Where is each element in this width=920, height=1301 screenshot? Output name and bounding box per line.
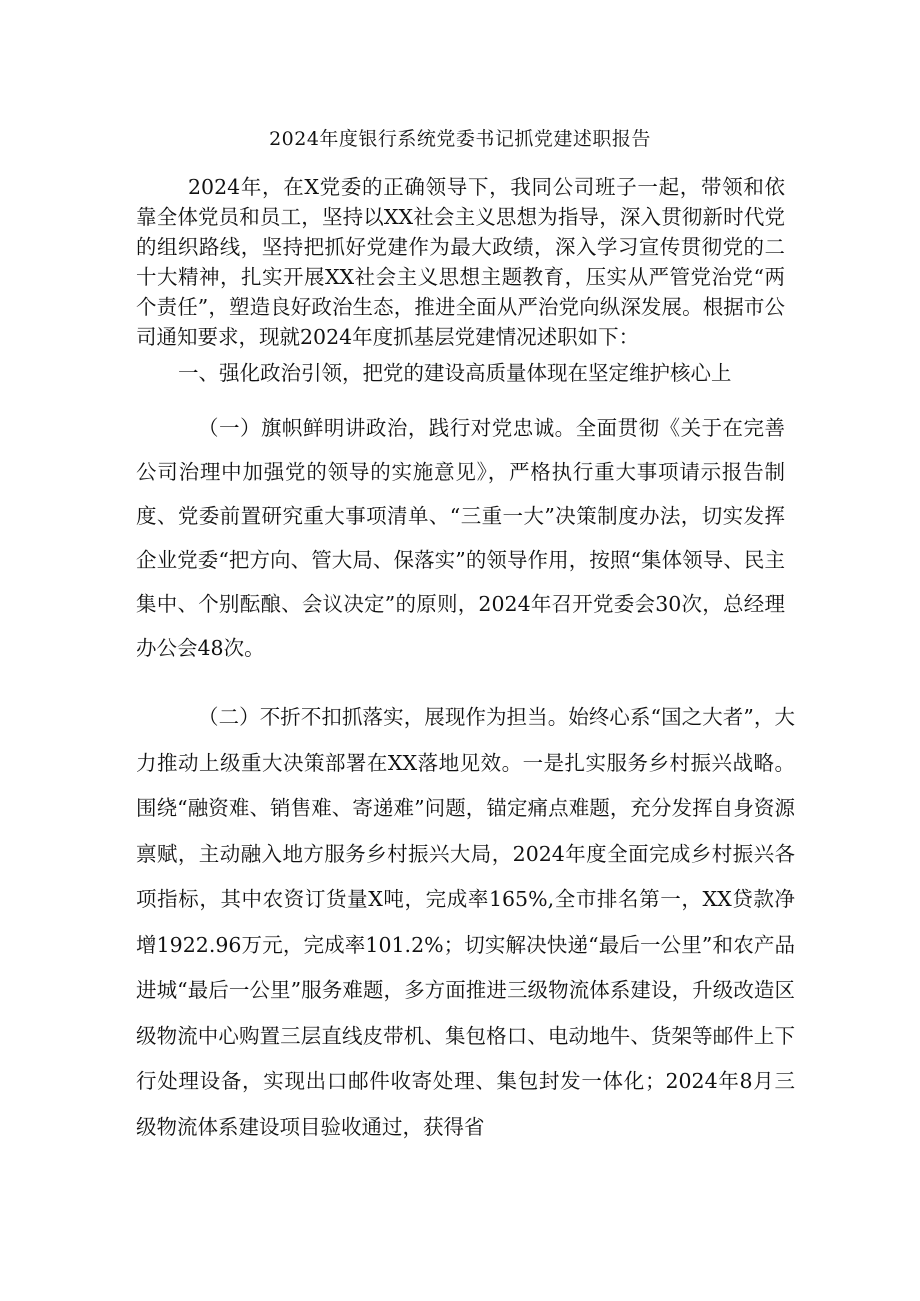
subsection-paragraph-2: （二）不折不扣抓落实，展现作为担当。始终心系“国之大者”，大力推动上级重大决策部署在XX落地见效。一是扎实服务乡村振兴战略。围绕“融资难、销售难、寄递难”问题，锚定痛点难题，充分发挥自身资源禀赋，主动融入地方服务乡村振兴大局，2024年度全面完成乡村振兴各项指标，其中农资订货量X吨，完成率165%,全市排名第一，XX贷款净增1922.96万元，完成率101.2%；切实解决快递“最后一公里”和农产品进城“最后一公里”服务难题，多方面推进三级物流体系建设，升级改造区级物流中心购置三层直线皮带机、集包格口、电动地牛、货架等邮件上下行处理设备，实现出口邮件收寄处理、集包封发一体化；2024年8月三级物流体系建设项目验收通过，获得省	[136, 705, 795, 1139]
section-heading-1: 一、强化政治引领，把党的建设高质量体现在坚定维护核心上	[178, 361, 732, 385]
document-title: 2024年度银行系统党委书记抓党建述职报告	[269, 128, 651, 150]
subsection-paragraph-1: （一）旗帜鲜明讲政治，践行对党忠诚。全面贯彻《关于在完善公司治理中加强党的领导的实施意见》，严格执行重大事项请示报告制度、党委前置研究重大事项清单、“三重一大”决策制度办法，切实发挥企业党委“把方向、管大局、保落实”的领导作用，按照“集体领导、民主集中、个别酝酿、会议决定”的原则，2024年召开党委会30次，总经理办公会48次。	[136, 416, 785, 660]
intro-paragraph: 2024年，在X党委的正确领导下，我同公司班子一起，带领和依靠全体党员和员工，坚持以XX社会主义思想为指导，深入贯彻新时代党的组织路线，坚持把抓好党建作为最大政绩，深入学习宣传贯彻党的二十大精神，扎实开展XX社会主义思想主题教育，压实从严管党治党“两个责任”，塑造良好政治生态，推进全面从严治党向纵深发展。根据市公司通知要求，现就2024年度抓基层党建情况述职如下：	[136, 175, 785, 349]
